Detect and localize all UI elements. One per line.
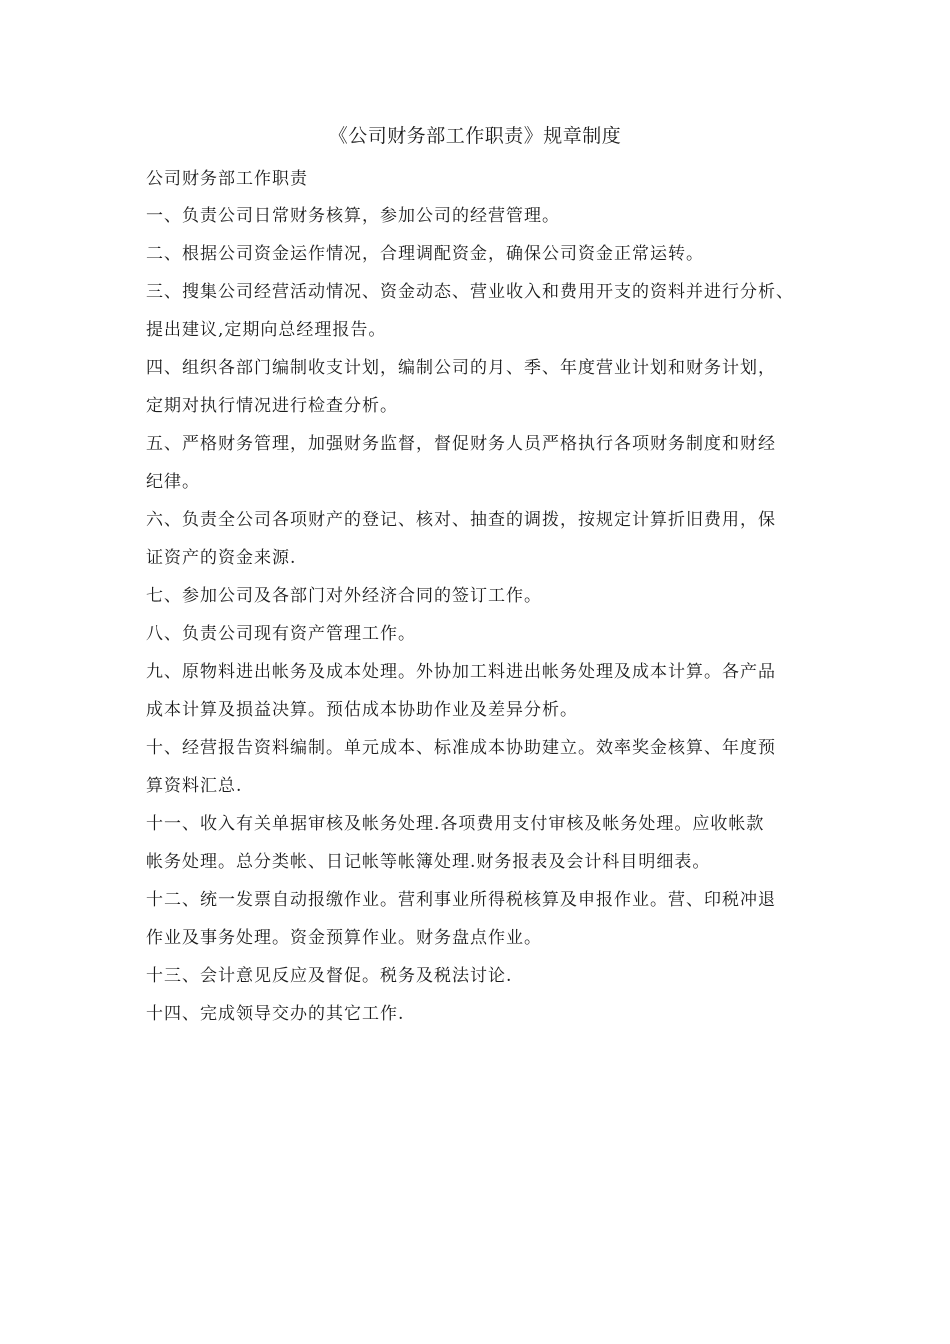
text-line: 三、搜集公司经营活动情况、资金动态、营业收入和费用开支的资料并进行分析、 bbox=[146, 282, 794, 302]
text-line: 算资料汇总. bbox=[146, 776, 243, 796]
section-heading: 公司财务部工作职责 bbox=[146, 169, 308, 189]
text-line: 十二、统一发票自动报缴作业。营利事业所得税核算及申报作业。营、印税冲退 bbox=[146, 890, 776, 910]
text-line: 六、负责全公司各项财产的登记、核对、抽查的调拨，按规定计算折旧费用，保 bbox=[146, 510, 776, 530]
document-body bbox=[146, 166, 796, 1039]
text-line: 定期对执行情况进行检查分析。 bbox=[146, 396, 398, 416]
text-line: 作业及事务处理。资金预算作业。财务盘点作业。 bbox=[146, 928, 542, 948]
text-line: 九、原物料进出帐务及成本处理。外协加工料进出帐务处理及成本计算。各产品 bbox=[146, 662, 776, 682]
text-line: 十一、收入有关单据审核及帐务处理.各项费用支付审核及帐务处理。应收帐款 bbox=[146, 814, 765, 834]
text-line: 二、根据公司资金运作情况，合理调配资金，确保公司资金正常运转。 bbox=[146, 244, 704, 264]
document-title: 《公司财务部工作职责》规章制度 bbox=[328, 125, 622, 147]
text-line: 十、经营报告资料编制。单元成本、标准成本协助建立。效率奖金核算、年度预 bbox=[146, 738, 776, 758]
text-line: 纪律。 bbox=[146, 472, 200, 492]
text-line: 十四、完成领导交办的其它工作. bbox=[146, 1004, 405, 1024]
text-line: 五、严格财务管理，加强财务监督，督促财务人员严格执行各项财务制度和财经 bbox=[146, 434, 776, 454]
text-line: 十三、会计意见反应及督促。税务及税法讨论. bbox=[146, 966, 513, 986]
text-line: 成本计算及损益决算。预估成本协助作业及差异分析。 bbox=[146, 700, 578, 720]
text-line: 帐务处理。总分类帐、日记帐等帐簿处理.财务报表及会计科目明细表。 bbox=[146, 852, 711, 872]
text-line: 提出建议,定期向总经理报告。 bbox=[146, 320, 387, 340]
text-line: 一、负责公司日常财务核算，参加公司的经营管理。 bbox=[146, 206, 560, 226]
text-line: 四、组织各部门编制收支计划，编制公司的月、季、年度营业计划和财务计划， bbox=[146, 358, 776, 378]
text-line: 八、负责公司现有资产管理工作。 bbox=[146, 624, 416, 644]
text-line: 证资产的资金来源. bbox=[146, 548, 297, 568]
text-line: 七、参加公司及各部门对外经济合同的签订工作。 bbox=[146, 586, 542, 606]
